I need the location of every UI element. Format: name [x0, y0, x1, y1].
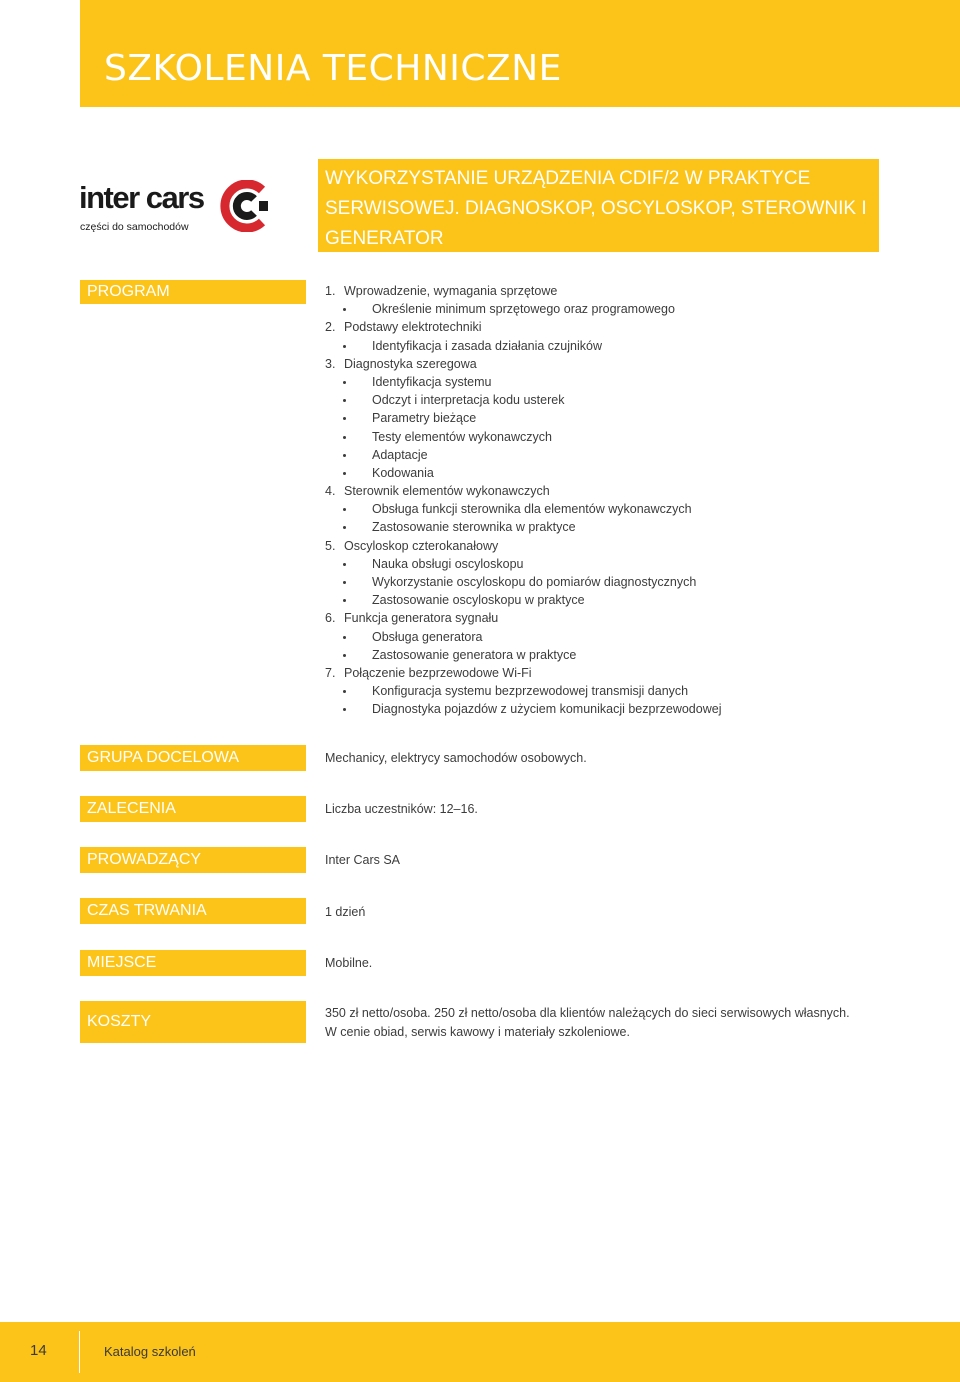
program-subitem: Zastosowanie oscyloskopu w praktyce: [325, 591, 925, 609]
program-item-number: 5.: [325, 538, 336, 553]
program-item-number: 1.: [325, 284, 336, 298]
page-title: SZKOLENIA TECHNICZNE: [104, 48, 562, 89]
program-list: [325, 282, 925, 719]
program-item-title: Połączenie bezprzewodowe Wi-Fi: [344, 665, 532, 680]
program-item-title: Podstawy elektrotechniki: [344, 320, 482, 335]
program-item: [325, 282, 925, 300]
program-subitem: Zastosowanie sterownika w praktyce: [325, 518, 925, 536]
inter-cars-logo: [79, 180, 269, 236]
program-item-number: 6.: [325, 611, 336, 626]
label-koszty: KOSZTY: [80, 1001, 306, 1043]
program-subitem: Kodowania: [325, 464, 925, 482]
logo-c-icon: [218, 180, 270, 232]
logo-wordmark: inter cars: [79, 180, 204, 215]
program-subitem: Parametry bieżące: [325, 409, 925, 427]
value-koszty-line1: 350 zł netto/osoba. 250 zł netto/osoba dla klientów należących do sieci serwisowych własnych.: [325, 1006, 850, 1020]
page-number: 14: [30, 1342, 47, 1359]
program-subitem: Odczyt i interpretacja kodu usterek: [325, 391, 925, 409]
program-subitem: Identyfikacja systemu: [325, 373, 925, 391]
program-subitem: Testy elementów wykonawczych: [325, 428, 925, 446]
label-grupa-docelowa: GRUPA DOCELOWA: [80, 745, 306, 771]
program-subitem: Nauka obsługi oscyloskopu: [325, 555, 925, 573]
program-subitem: Konfiguracja systemu bezprzewodowej transmisji danych: [325, 682, 925, 700]
footer-bar: [0, 1322, 960, 1382]
program-item-number: 3.: [325, 356, 336, 371]
program-subitem: Obsługa generatora: [325, 628, 925, 646]
program-item: [325, 482, 925, 500]
course-title: WYKORZYSTANIE URZĄDZENIA CDIF/2 W PRAKTYCE SERWISOWEJ. DIAGNOSKOP, OSCYLOSKOP, STEROWNIK I GENERATOR: [325, 168, 867, 249]
program-item: [325, 355, 925, 373]
program-item-number: 2.: [325, 320, 336, 335]
label-czas-trwania: CZAS TRWANIA: [80, 898, 306, 924]
value-grupa-docelowa: Mechanicy, elektrycy samochodów osobowych.: [325, 751, 587, 765]
program-subitem: Diagnostyka pojazdów z użyciem komunikacji bezprzewodowej: [325, 700, 925, 718]
value-koszty-line2: W cenie obiad, serwis kawowy i materiały szkoleniowe.: [325, 1025, 630, 1039]
program-item-title: Sterownik elementów wykonawczych: [344, 484, 550, 499]
program-item-number: 4.: [325, 484, 336, 499]
value-prowadzacy: Inter Cars SA: [325, 853, 401, 867]
footer-catalog-label: Katalog szkoleń: [104, 1344, 196, 1359]
label-prowadzacy: PROWADZĄCY: [80, 847, 306, 873]
program-item-title: Funkcja generatora sygnału: [344, 611, 499, 626]
label-miejsce: MIEJSCE: [80, 950, 306, 976]
program-subitem: Identyfikacja i zasada działania czujników: [325, 337, 925, 355]
program-subitem: Wykorzystanie oscyloskopu do pomiarów diagnostycznych: [325, 573, 925, 591]
program-item-title: Oscyloskop czterokanałowy: [344, 538, 499, 553]
program-item-title: Wprowadzenie, wymagania sprzętowe: [344, 284, 558, 298]
footer-divider: [79, 1331, 80, 1373]
program-item: [325, 609, 925, 627]
program-item: [325, 318, 925, 336]
program-subitem: Obsługa funkcji sterownika dla elementów wykonawczych: [325, 500, 925, 518]
header-bar: [80, 0, 960, 107]
label-program: PROGRAM: [80, 280, 306, 304]
course-title-box: [318, 159, 879, 252]
program-item-number: 7.: [325, 665, 336, 680]
value-zalecenia: Liczba uczestników: 12–16.: [325, 802, 478, 816]
program-subitem: Określenie minimum sprzętowego oraz programowego: [325, 300, 925, 318]
logo-tagline: części do samochodów: [80, 221, 189, 233]
value-czas-trwania: 1 dzień: [325, 905, 366, 919]
program-item-title: Diagnostyka szeregowa: [344, 356, 477, 371]
program-item: [325, 537, 925, 555]
program-subitem: Zastosowanie generatora w praktyce: [325, 646, 925, 664]
value-miejsce: Mobilne.: [325, 956, 373, 970]
label-zalecenia: ZALECENIA: [80, 796, 306, 822]
program-item: [325, 664, 925, 682]
program-subitem: Adaptacje: [325, 446, 925, 464]
